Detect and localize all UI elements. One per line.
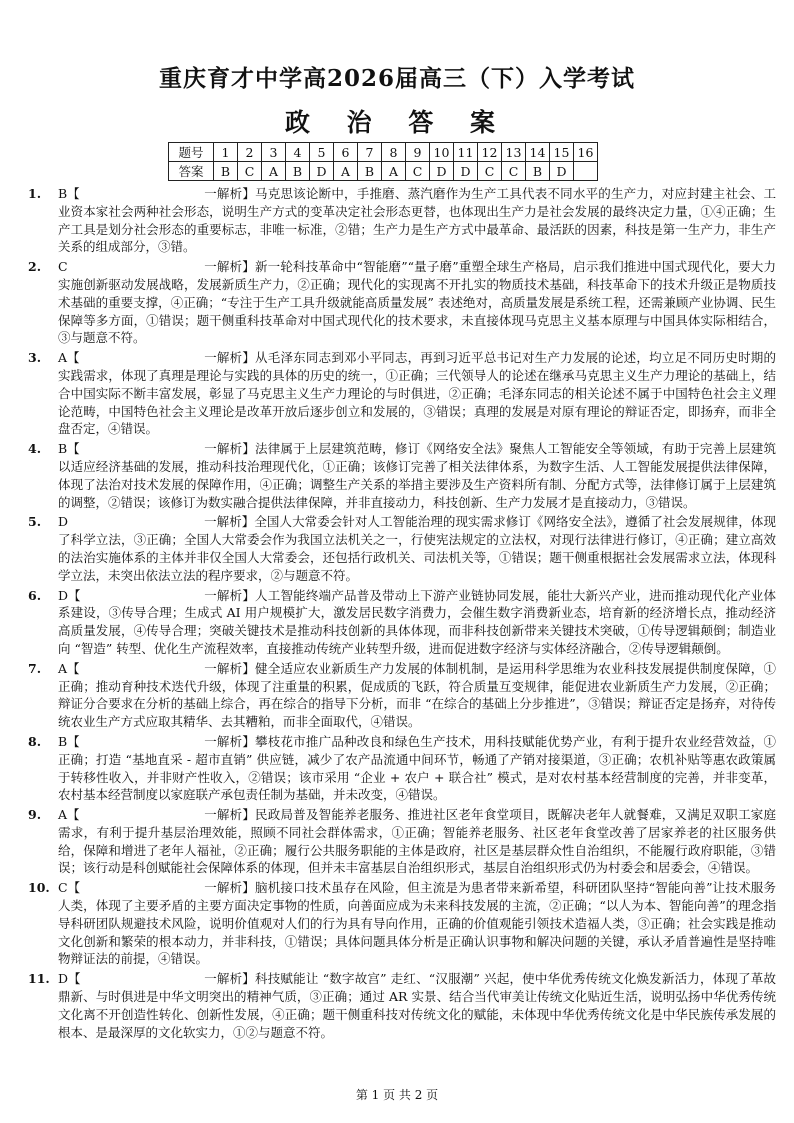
- item-explanation: 一解析】脑机接口技术虽存在风险，但主流是为患者带来新希望，科研团队坚持“智能向善”让技术服务人类，体现了主要矛盾的主要方面决定事物的性质，向善面应成为未来科技发展的主流，②正确；“以人为本、智能向善”的理念指导科研团队规避技术风险，说明价值观对人们的行为具有导向作用，正确的价值观能引领技术造福人类，③正确；社会实践是推动文化创新和繁荣的根本动力，并非科技，①错误；具体问题具体分析是正确认识事物和解决问题的关键，承认矛盾普遍性是坚持唯物辩证法的前提，④错误。: [58, 880, 776, 967]
- answer-item: [28, 587, 776, 658]
- answer-item: [28, 185, 776, 256]
- item-number: 10.: [28, 880, 50, 896]
- item-choice: A【: [58, 807, 80, 823]
- item-number: 9.: [28, 807, 42, 823]
- question-number-cell: 9: [406, 143, 430, 162]
- number-row: [169, 143, 598, 162]
- item-number: 4.: [28, 441, 42, 457]
- answer-cell: D: [550, 162, 574, 181]
- answer-cell: C: [238, 162, 262, 181]
- question-number-cell: 8: [382, 143, 406, 162]
- item-choice: D: [58, 514, 69, 530]
- item-choice: C: [58, 259, 68, 275]
- answer-cell: C: [502, 162, 526, 181]
- question-number-cell: 10: [430, 143, 454, 162]
- answer-cell: B: [358, 162, 382, 181]
- item-explanation: 一解析】全国人大常委会针对人工智能治理的现实需求修订《网络安全法》，遵循了社会发展规律，体现了科学立法，③正确；全国人大常委会作为我国立法机关之一，行使宪法规定的立法权，对现行法律进行修订，④正确；建立高效的法治实施体系的主体并非仅全国人大常委会，还包括行政机关、司法机关等，①错误；题干侧重根据社会发展需求立法，体现科学立法，未突出依法立法的程序要求，②与题意不符。: [58, 514, 776, 583]
- question-number-cell: 2: [238, 143, 262, 162]
- item-explanation: 一解析】从毛泽东同志到邓小平同志，再到习近平总书记对生产力发展的论述，均立足不同历史时期的实践需求，体现了真理是理论与实践的具体的历史的统一，①正确；三代领导人的论述在继承马克思主义生产力理论的基础上，结合中国实际不断丰富发展，彰显了马克思主义生产力理论的与时俱进，②正确；毛泽东同志的相关论述不属于中国特色社会主义理论范畴，中国特色社会主义理论是改革开放后逐步创立和发展的，③错误；真理的发展是对原有理论的辩证否定，即扬弃，而非全盘否定，④错误。: [58, 350, 776, 437]
- item-explanation: 一解析】法律属于上层建筑范畴，修订《网络安全法》聚焦人工智能安全等领域，有助于完善上层建筑以适应经济基础的发展，推动科技治理现代化，①正确；该修订完善了相关法律体系，为数字生活、人工智能发展提供法律保障，体现了法治对技术发展的保障作用，④正确；调整生产关系的举措主要涉及生产资料所有制、分配方式等，法律修订属于上层建筑的调整，②错误；该修订为数实融合提供法律保障，并非直接动力，科技创新、生产力发展才是直接动力，③错误。: [58, 441, 776, 510]
- answer-table: [168, 142, 598, 181]
- answer-item: [28, 258, 776, 347]
- subject-title: 政 治 答 案: [284, 108, 510, 137]
- answer-item: [28, 879, 776, 968]
- answer-item: [28, 660, 776, 731]
- item-choice: D【: [58, 587, 81, 603]
- question-number-cell: 5: [310, 143, 334, 162]
- item-choice: B【: [58, 441, 80, 457]
- item-choice: B【: [58, 186, 80, 201]
- answer-cell: C: [406, 162, 430, 181]
- answer-item: [28, 440, 776, 511]
- answer-item: [28, 733, 776, 804]
- item-number: 3.: [28, 350, 42, 366]
- question-number-cell: 16: [574, 143, 598, 162]
- question-number-cell: 12: [478, 143, 502, 162]
- answer-cell: [574, 162, 598, 181]
- item-choice: B【: [58, 733, 80, 749]
- item-explanation: 一解析】攀枝花市推广品种改良和绿色生产技术，用科技赋能优势产业，有利于提升农业经营效益，①正确；打造 “基地直采 - 超市直销” 供应链，减少了农产品流通中间环节，畅通了产销对接渠道，③正确；农机补贴等惠农政策属于转移性收入，并非财产性收入，②错误；该市采用 “企业 + 农户 + 联合社” 模式，是对农村基本经营制度的完善，并非变革，农村基本经营制度以家庭联产承包责任制为基础，并未改变，④错误。: [58, 733, 776, 803]
- item-explanation: 一解析】科技赋能让 “数字故宫” 走红、“汉服潮” 兴起，使中华优秀传统文化焕发新活力，体现了革故鼎新、与时俱进是中华文明突出的精神气质，③正确；通过 AR 实景、结合当代审美让传统文化贴近生活，说明弘扬中华优秀传统文化离不开创造性转化、创新性发展，④正确；题干侧重科技对传统文化的赋能，未体现中华优秀传统文化是中华民族传承发展的根本、是最深厚的文化软实力，①②与题意不符。: [58, 971, 776, 1040]
- item-number: 11.: [28, 971, 50, 987]
- answer-cell: D: [310, 162, 334, 181]
- answer-cell: A: [262, 162, 286, 181]
- item-explanation: 一解析】民政局普及智能养老服务、推进社区老年食堂项目，既解决老年人就餐难，又满足双职工家庭需求，有利于提升基层治理效能，照顾不同社会群体需求，①正确；智能养老服务、社区老年食堂改善了居家养老的社区服务供给，保障和增进了老年人福祉，②正确；履行公共服务职能的主体是政府，社区是基层群众性自治组织，不能履行政府职能，③错误；该行动是科创赋能社会保障体系的体现，但并未丰富基层自治组织形式，基层自治组织形式仍为村委会和居委会，④错误。: [58, 807, 776, 876]
- item-choice: D【: [58, 971, 81, 987]
- answer-row-label: 答案: [169, 162, 214, 181]
- answer-item: [28, 513, 776, 584]
- answer-cell: B: [526, 162, 550, 181]
- question-number-cell: 11: [454, 143, 478, 162]
- item-explanation: 一解析】人工智能终端产品普及带动上下游产业链协同发展，能壮大新兴产业，进而推动现代化产业体系建设，③传导合理；生成式 AI 用户规模扩大，激发居民数字消费力，会催生数字消费新业态，培育新的经济增长点，推动经济高质量发展，④传导合理；突破关键技术是推动科技创新的具体体现，而非科技创新带来关键技术突破，①传导逻辑颠倒；制造业向 “智造” 转型、优化生产流程效率，直接推动传统产业转型升级，进而促进数字经济与实体经济融合，②传导逻辑颠倒。: [58, 587, 776, 656]
- item-choice: C【: [58, 880, 81, 896]
- question-number-cell: 7: [358, 143, 382, 162]
- answer-cell: A: [334, 162, 358, 181]
- answer-cell: D: [430, 162, 454, 181]
- item-number: 5.: [28, 514, 42, 530]
- answer-row: [169, 162, 598, 181]
- answer-cell: D: [454, 162, 478, 181]
- item-number: 2.: [28, 259, 42, 275]
- page-footer: 第 1 页 共 2 页: [355, 1088, 439, 1102]
- page-title: 重庆育才中学高2026届高三（下）入学考试: [158, 65, 635, 92]
- answer-cell: A: [382, 162, 406, 181]
- question-number-cell: 4: [286, 143, 310, 162]
- answer-item: [28, 349, 776, 438]
- question-number-cell: 15: [550, 143, 574, 162]
- item-number: 7.: [28, 660, 42, 676]
- answer-cell: B: [214, 162, 238, 181]
- item-explanation: 一解析】新一轮科技革命中“智能磨”“量子磨”重塑全球生产格局，启示我们推进中国式现代化，要大力实施创新驱动发展战略，发展新质生产力，②正确；现代化的实现离不开扎实的物质技术基础，科技革命下的技术升级正是物质技术基础的重要支撑，④正确；“专注于生产工具升级就能高质量发展” 表述绝对，高质量发展是系统工程，还需兼顾产业协调、民生保障等多方面，①错误；题干侧重科技革命对中国式现代化的技术要求，未直接体现马克思主义基本原理与中国具体实际相结合，③与题意不符。: [58, 259, 776, 346]
- item-explanation: 一解析】马克思该论断中，手推磨、蒸汽磨作为生产工具代表不同水平的生产力，对应封建主社会、工业资本家社会两种社会形态，说明生产方式的变革决定社会形态更替，也体现出生产力是社会发展的最终决定力量，①④正确；生产工具是划分社会形态的重要标志，非唯一标准，②错；生产力是生产方式中最革命、最活跃的因素，科技是第一生产力，非生产关系的组成部分，③错。: [58, 186, 776, 255]
- item-number: 6.: [28, 587, 42, 603]
- answer-item: [28, 970, 776, 1041]
- answer-item: [28, 806, 776, 877]
- question-number-cell: 13: [502, 143, 526, 162]
- question-number-cell: 3: [262, 143, 286, 162]
- answer-cell: C: [478, 162, 502, 181]
- question-number-cell: 6: [334, 143, 358, 162]
- item-choice: A【: [58, 350, 80, 366]
- item-number: 1.: [28, 186, 42, 201]
- item-choice: A【: [58, 660, 80, 676]
- answer-cell: B: [286, 162, 310, 181]
- question-number-cell: 1: [214, 143, 238, 162]
- answer-explanations: [28, 185, 776, 1043]
- question-number-cell: 14: [526, 143, 550, 162]
- number-row-label: 题号: [169, 143, 214, 162]
- item-explanation: 一解析】健全适应农业新质生产力发展的体制机制，是运用科学思维为农业科技发展提供制度保障，①正确；推动育种技术迭代升级，体现了注重量的积累，促成质的飞跃，符合质量互变规律，能促进农业新质生产力发展，②正确；辩证分合要求在分析的基础上综合，再在综合的指导下分析，而非 “在综合的基础上分步推进”，③错误；辩证否定是扬弃，对待传统农业生产方式应取其精华、去其糟粕，而非全面取代，④错误。: [58, 660, 776, 730]
- item-number: 8.: [28, 733, 42, 749]
